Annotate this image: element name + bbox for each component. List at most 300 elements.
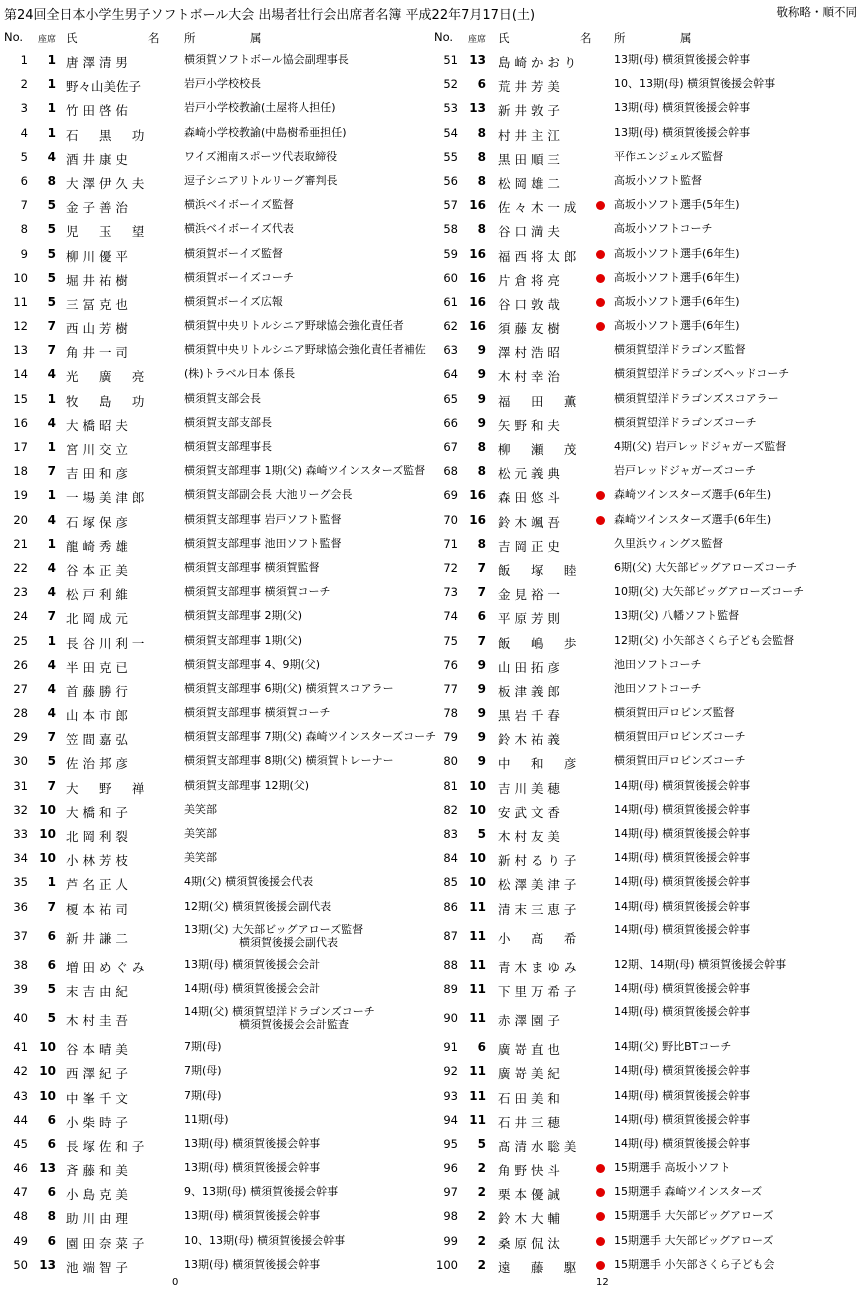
row-name: 松 岡 雄 二: [498, 175, 560, 191]
row-no: 29: [13, 730, 28, 745]
row-name: 桑 原 侃 汰: [498, 1235, 560, 1251]
row-seat: 4: [47, 681, 56, 696]
row-no: 5: [20, 149, 28, 164]
row-name: 池 端 智 子: [66, 1259, 128, 1275]
row-name: 髙 清 水 聡 美: [498, 1138, 577, 1154]
row-no: 70: [443, 512, 458, 527]
row-affiliation: 森崎ツインスターズ選手(6年生): [614, 512, 772, 526]
table-row: [0, 1059, 430, 1083]
row-name: 松 戸 利 維: [66, 587, 128, 603]
row-seat: 9: [477, 730, 486, 745]
row-seat: 7: [47, 319, 56, 334]
row-seat: 9: [477, 343, 486, 358]
table-row: [430, 242, 861, 266]
row-affiliation: 横須賀中央リトルシニア野球協会強化責任者: [184, 319, 404, 333]
row-name: 長 谷 川 利 一: [66, 635, 145, 651]
row-affiliation: 14期(母) 横須賀後援会幹事: [614, 851, 751, 865]
row-affiliation: 14期(母) 横須賀後援会幹事: [614, 802, 751, 816]
row-affiliation: 横須賀支部理事 7期(父) 森崎ツインスターズコーチ: [184, 730, 437, 744]
row-name: 清 末 三 恵 子: [498, 901, 577, 917]
row-name: 大 澤 伊 久 夫: [66, 175, 145, 191]
row-no: 91: [443, 1040, 458, 1055]
row-seat: 10: [469, 875, 486, 890]
table-row: [0, 290, 430, 314]
table-row: [0, 604, 430, 628]
row-no: 6: [20, 173, 28, 188]
row-name: 小 林 芳 枝: [66, 853, 128, 869]
table-row: [430, 48, 861, 72]
row-affiliation: 横須賀支部理事 1期(父): [184, 633, 303, 647]
row-seat: 9: [477, 706, 486, 721]
page-number-left: 0: [172, 1277, 179, 1288]
row-affiliation: 14期(母) 横須賀後援会幹事: [614, 922, 751, 936]
row-seat: 11: [469, 1112, 486, 1127]
row-name: 鈴 木 祐 義: [498, 732, 560, 748]
row-affiliation: 久里浜ウィングス監督: [614, 536, 724, 550]
row-no: 76: [443, 657, 458, 672]
player-marker-icon: [596, 516, 605, 525]
row-affiliation: 9、13期(母) 横須賀後援会幹事: [184, 1185, 339, 1199]
table-row: [430, 508, 861, 532]
table-row: [430, 1035, 861, 1059]
row-no: 87: [443, 928, 458, 943]
row-seat: 10: [469, 802, 486, 817]
row-seat: 5: [47, 246, 56, 261]
row-affiliation: 横浜ベイボーイズ代表: [184, 222, 294, 236]
table-row: [0, 953, 430, 977]
row-seat: 7: [477, 633, 486, 648]
row-seat: 8: [477, 149, 486, 164]
row-seat: 11: [469, 1064, 486, 1079]
row-seat: 10: [39, 1064, 56, 1079]
row-seat: 16: [469, 198, 486, 213]
row-name: 谷 口 満 夫: [498, 224, 560, 240]
row-seat: 5: [47, 270, 56, 285]
row-name: 北 岡 成 元: [66, 611, 128, 627]
table-row: [0, 1253, 430, 1277]
row-no: 61: [443, 294, 458, 309]
player-marker-icon: [596, 1237, 605, 1246]
row-no: 80: [443, 754, 458, 769]
left-rows: [0, 48, 437, 1277]
table-header: [0, 30, 430, 48]
table-row: [430, 919, 861, 953]
row-no: 60: [443, 270, 458, 285]
row-seat: 7: [47, 609, 56, 624]
row-name: 須 藤 友 樹: [498, 321, 560, 337]
row-name: 安 武 文 香: [498, 804, 560, 820]
row-affiliation: 15期選手 森崎ツインスターズ: [614, 1185, 763, 1199]
table-row: [0, 242, 430, 266]
row-seat: 4: [47, 415, 56, 430]
table-row: [430, 314, 861, 338]
row-name: 福 西 将 太 郎: [498, 248, 577, 264]
row-no: 44: [13, 1112, 28, 1127]
table-row: [430, 1229, 861, 1253]
table-row: [0, 145, 430, 169]
table-row: [0, 677, 430, 701]
row-affiliation: 13期(父) 大矢部ビッグアローズ監督 横須賀後援会副代表: [184, 922, 364, 949]
row-no: 15: [13, 391, 28, 406]
left-column: [0, 30, 437, 1277]
row-affiliation: 14期(母) 横須賀後援会幹事: [614, 981, 751, 995]
table-row: [430, 532, 861, 556]
player-marker-icon: [596, 250, 605, 259]
row-affiliation: 13期(母) 横須賀後援会幹事: [614, 125, 751, 139]
row-no: 56: [443, 173, 458, 188]
row-seat: 6: [477, 1040, 486, 1055]
row-name: 吉 岡 正 史: [498, 538, 560, 554]
table-row: [0, 1084, 430, 1108]
row-no: 65: [443, 391, 458, 406]
table-row: [0, 774, 430, 798]
table-row: [430, 677, 861, 701]
row-name: 荒 井 芳 美: [498, 79, 560, 95]
row-seat: 1: [47, 125, 56, 140]
table-row: [0, 1156, 430, 1180]
row-name: 木 村 圭 吾: [66, 1013, 128, 1029]
table-row: [0, 1204, 430, 1228]
row-name: 増 田 め ぐ み: [66, 959, 145, 975]
row-affiliation: 15期選手 小矢部さくら子ども会: [614, 1257, 775, 1271]
row-seat: 16: [469, 246, 486, 261]
row-affiliation: 森崎ツインスターズ選手(6年生): [614, 488, 772, 502]
row-seat: 16: [469, 512, 486, 527]
row-name: 栗 本 優 誠: [498, 1187, 560, 1203]
table-row: [0, 977, 430, 1001]
table-row: [430, 977, 861, 1001]
row-affiliation: 高坂小ソフト選手(6年生): [614, 294, 740, 308]
row-affiliation: 7期(母): [184, 1064, 222, 1078]
row-seat: 10: [469, 778, 486, 793]
row-affiliation: 横須賀中央リトルシニア野球協会強化責任者補佐: [184, 343, 426, 357]
row-name: 福 田 薫: [498, 393, 577, 409]
table-row: [0, 1001, 430, 1035]
row-no: 53: [443, 101, 458, 116]
row-seat: 8: [477, 440, 486, 454]
row-no: 54: [443, 125, 458, 140]
row-name: 村 井 主 江: [498, 127, 560, 143]
row-name: 三 冨 克 也: [66, 296, 128, 312]
row-affiliation: 4期(父) 横須賀後援会代表: [184, 875, 314, 889]
row-seat: 7: [477, 585, 486, 600]
row-seat: 9: [477, 754, 486, 769]
row-name: 首 藤 勝 行: [66, 683, 128, 699]
row-seat: 1: [47, 101, 56, 116]
header-seat: 座席: [38, 35, 57, 45]
row-no: 77: [443, 681, 458, 696]
row-no: 88: [443, 957, 458, 972]
row-seat: 16: [469, 270, 486, 285]
right-rows: [430, 48, 861, 1277]
right-column: [430, 30, 861, 1277]
table-row: [0, 1229, 430, 1253]
row-no: 24: [13, 609, 28, 624]
row-affiliation: 14期(母) 横須賀後援会会計: [184, 981, 321, 995]
row-affiliation: 横須賀ソフトボール協会副理事長: [184, 53, 349, 66]
row-affiliation: 14期(母) 横須賀後援会幹事: [614, 1005, 751, 1019]
row-affiliation: 池田ソフトコーチ: [614, 657, 702, 671]
row-name: 笠 間 嘉 弘: [66, 732, 128, 748]
row-name: 児 玉 望: [66, 224, 145, 240]
row-no: 40: [13, 1011, 28, 1026]
table-row: [430, 774, 861, 798]
table-row: [0, 193, 430, 217]
row-name: 西 澤 紀 子: [66, 1066, 128, 1082]
row-name: 龍 崎 秀 雄: [66, 538, 128, 554]
row-name: 島 崎 か お り: [498, 55, 577, 70]
row-affiliation: 高坂小ソフト選手(6年生): [614, 246, 740, 260]
table-row: [430, 604, 861, 628]
row-name: 半 田 克 已: [66, 659, 128, 675]
row-affiliation: 6期(父) 大矢部ビッグアローズコーチ: [614, 560, 798, 574]
table-row: [430, 1001, 861, 1035]
row-seat: 4: [47, 560, 56, 575]
row-name: 西 山 芳 樹: [66, 321, 128, 337]
row-seat: 11: [469, 957, 486, 972]
row-seat: 5: [47, 981, 56, 996]
row-seat: 4: [47, 149, 56, 164]
row-seat: 10: [39, 1088, 56, 1103]
row-seat: 8: [47, 173, 56, 188]
table-row: [0, 266, 430, 290]
row-name: 角 野 快 斗: [498, 1163, 560, 1179]
row-no: 47: [13, 1185, 28, 1200]
row-name: 松 元 義 典: [498, 466, 560, 482]
row-no: 99: [443, 1233, 458, 1248]
row-no: 69: [443, 488, 458, 503]
row-seat: 5: [47, 294, 56, 309]
header-name-given: 名: [580, 31, 592, 45]
row-no: 23: [13, 585, 28, 600]
row-no: 86: [443, 899, 458, 914]
row-no: 66: [443, 415, 458, 430]
row-seat: 11: [469, 1088, 486, 1103]
table-header: [430, 30, 861, 48]
row-affiliation: 高坂小ソフト選手(5年生): [614, 198, 740, 212]
row-seat: 6: [47, 957, 56, 972]
row-seat: 4: [47, 367, 56, 382]
row-name: 片 倉 将 亮: [498, 272, 560, 288]
row-name: 吉 川 美 穂: [498, 780, 560, 796]
row-affiliation: 13期(母) 横須賀後援会幹事: [184, 1257, 321, 1271]
row-no: 41: [13, 1040, 28, 1055]
header-affiliation-2: 属: [680, 31, 692, 45]
table-row: [0, 919, 430, 953]
row-name: 大 橋 昭 夫: [66, 417, 128, 433]
table-row: [0, 846, 430, 870]
row-seat: 16: [469, 319, 486, 334]
row-name: 鈴 木 颯 吾: [498, 514, 560, 530]
row-name: 柳 川 優 平: [66, 248, 128, 264]
row-seat: 1: [47, 440, 56, 454]
row-affiliation: 横須賀支部理事 2期(父): [184, 609, 303, 623]
row-seat: 8: [477, 125, 486, 140]
table-row: [0, 169, 430, 193]
row-no: 52: [443, 77, 458, 92]
row-name: 宮 川 交 立: [66, 442, 128, 457]
table-row: [430, 266, 861, 290]
row-seat: 16: [469, 294, 486, 309]
row-seat: 1: [47, 536, 56, 551]
row-no: 43: [13, 1088, 28, 1103]
row-affiliation: 横須賀支部理事 12期(父): [184, 778, 310, 792]
row-name: 唐 澤 清 男: [66, 55, 128, 70]
document-header: [4, 4, 857, 24]
row-affiliation: 平作エンジェルズ監督: [614, 149, 724, 163]
row-no: 34: [13, 851, 28, 866]
table-row: [430, 1108, 861, 1132]
row-no: 72: [443, 560, 458, 575]
row-seat: 8: [477, 536, 486, 551]
table-row: [0, 532, 430, 556]
row-name: 中 和 彦: [498, 756, 577, 772]
row-affiliation: 高坂小ソフトコーチ: [614, 222, 713, 236]
row-seat: 6: [47, 928, 56, 943]
row-seat: 2: [477, 1185, 486, 1200]
row-no: 37: [13, 928, 28, 943]
table-row: [430, 387, 861, 411]
table-row: [430, 145, 861, 169]
row-no: 90: [443, 1011, 458, 1026]
row-seat: 13: [469, 53, 486, 67]
row-affiliation: 横須賀支部理事長: [184, 440, 272, 453]
row-seat: 1: [47, 488, 56, 503]
row-no: 21: [13, 536, 28, 551]
row-name: 中 峯 千 文: [66, 1090, 128, 1106]
row-name: 牧 島 功: [66, 393, 145, 409]
row-seat: 9: [477, 391, 486, 406]
table-row: [0, 895, 430, 919]
row-affiliation: 高坂小ソフト選手(6年生): [614, 270, 740, 284]
row-name: 石 塚 保 彦: [66, 514, 128, 530]
table-row: [0, 314, 430, 338]
row-no: 32: [13, 802, 28, 817]
table-row: [430, 1180, 861, 1204]
table-row: [430, 1253, 861, 1277]
row-affiliation: 池田ソフトコーチ: [614, 681, 702, 695]
row-name: 佐 治 邦 彦: [66, 756, 128, 772]
table-row: [430, 953, 861, 977]
table-row: [0, 749, 430, 773]
row-seat: 11: [469, 1011, 486, 1026]
row-name: 飯 嶋 歩: [498, 635, 577, 651]
row-affiliation: 横須賀望洋ドラゴンズ監督: [614, 343, 746, 357]
row-affiliation: 横須賀ボーイズコーチ: [184, 270, 294, 284]
row-affiliation: 岩戸小学校校長: [184, 77, 261, 91]
row-no: 58: [443, 222, 458, 237]
row-affiliation: 13期(母) 横須賀後援会幹事: [184, 1136, 321, 1150]
row-name: 澤 村 浩 昭: [498, 345, 560, 361]
table-row: [0, 411, 430, 435]
player-marker-icon: [596, 298, 605, 307]
row-seat: 2: [477, 1257, 486, 1272]
row-no: 59: [443, 246, 458, 261]
table-row: [0, 121, 430, 145]
row-seat: 1: [47, 77, 56, 92]
row-affiliation: 14期(母) 横須賀後援会幹事: [614, 899, 751, 913]
row-affiliation: 12期、14期(母) 横須賀後援会幹事: [614, 957, 787, 971]
row-no: 50: [13, 1257, 28, 1272]
row-name: 小 柴 時 子: [66, 1114, 128, 1130]
row-no: 9: [20, 246, 28, 261]
table-row: [430, 725, 861, 749]
row-affiliation: 横須賀支部理事 池田ソフト監督: [184, 536, 342, 550]
row-seat: 5: [47, 198, 56, 213]
row-seat: 4: [47, 585, 56, 600]
row-affiliation: 横須賀望洋ドラゴンズヘッドコーチ: [614, 367, 790, 381]
table-row: [430, 1156, 861, 1180]
row-name: 小 島 克 美: [66, 1187, 128, 1203]
row-no: 74: [443, 609, 458, 624]
row-name: 鈴 木 大 輔: [498, 1211, 560, 1227]
row-no: 85: [443, 875, 458, 890]
row-affiliation: 美笑部: [184, 802, 217, 816]
table-row: [430, 1059, 861, 1083]
row-name: 平 原 芳 則: [498, 611, 560, 627]
row-name: 矢 野 和 夫: [498, 417, 560, 433]
row-no: 25: [13, 633, 28, 648]
row-no: 81: [443, 778, 458, 793]
row-affiliation: 横須賀田戸ロビンズコーチ: [614, 730, 746, 744]
row-seat: 9: [477, 367, 486, 382]
row-seat: 5: [47, 222, 56, 237]
row-no: 84: [443, 851, 458, 866]
row-seat: 4: [47, 512, 56, 527]
table-row: [430, 72, 861, 96]
row-seat: 1: [47, 53, 56, 67]
row-no: 95: [443, 1136, 458, 1151]
table-row: [430, 846, 861, 870]
row-no: 64: [443, 367, 458, 382]
row-seat: 5: [47, 754, 56, 769]
row-seat: 8: [477, 464, 486, 479]
table-row: [430, 1132, 861, 1156]
row-affiliation: 14期(父) 野比BTコーチ: [614, 1040, 732, 1054]
row-no: 98: [443, 1209, 458, 1224]
row-affiliation: 7期(母): [184, 1088, 222, 1102]
row-seat: 5: [477, 1136, 486, 1151]
table-row: [0, 508, 430, 532]
table-row: [0, 1132, 430, 1156]
row-seat: 10: [39, 827, 56, 841]
row-name: 下 里 万 希 子: [498, 983, 577, 999]
row-seat: 13: [39, 1161, 56, 1176]
row-name: 野々山美佐子: [66, 79, 142, 95]
table-row: [0, 1035, 430, 1059]
row-affiliation: 14期(母) 横須賀後援会幹事: [614, 1112, 751, 1126]
row-affiliation: 横須賀田戸ロビンズコーチ: [614, 754, 746, 768]
row-affiliation: 横須賀支部理事 横須賀監督: [184, 560, 320, 574]
row-affiliation: 横須賀支部理事 6期(父) 横須賀スコアラー: [184, 681, 394, 695]
row-affiliation: 横須賀ボーイズ広報: [184, 294, 283, 308]
row-seat: 7: [477, 560, 486, 575]
table-row: [430, 169, 861, 193]
row-affiliation: 12期(父) 横須賀後援会副代表: [184, 899, 332, 913]
table-row: [0, 72, 430, 96]
row-seat: 7: [47, 464, 56, 479]
row-no: 93: [443, 1088, 458, 1103]
table-row: [430, 362, 861, 386]
table-row: [430, 193, 861, 217]
row-affiliation: 横須賀支部理事 横須賀コーチ: [184, 585, 331, 599]
row-name: 谷 本 正 美: [66, 562, 128, 578]
row-no: 45: [13, 1136, 28, 1151]
table-row: [430, 96, 861, 120]
row-no: 11: [13, 294, 28, 309]
player-marker-icon: [596, 201, 605, 210]
row-no: 68: [443, 464, 458, 479]
